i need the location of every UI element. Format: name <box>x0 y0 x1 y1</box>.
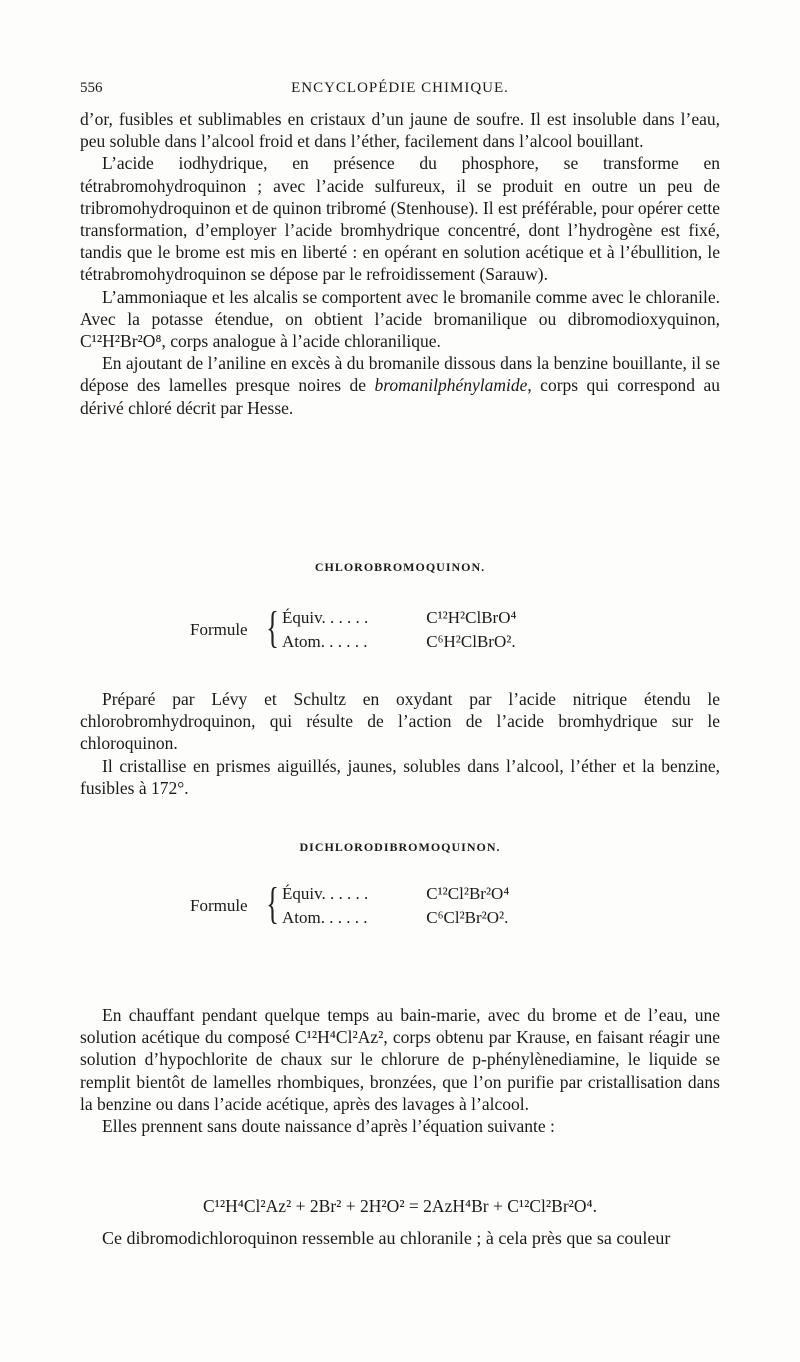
paragraph-aniline <box>80 352 720 419</box>
paragraph-text: , corps qui correspond au dérivé chloré décrit par Hesse. <box>80 375 720 418</box>
formula-row-name: Atom. . . . . . <box>282 908 368 927</box>
formula-row-value: C⁶Cl²Br²O². <box>426 908 509 927</box>
text-block-section2 <box>80 1004 720 1137</box>
formula-row-equiv <box>282 884 509 906</box>
formula-row-name: Équiv. . . . . . <box>282 608 369 627</box>
italic-term: bromanilphénylamide <box>374 375 528 396</box>
page-number: 556 <box>80 80 103 96</box>
chemical-equation: C¹²H⁴Cl²Az² + 2Br² + 2H²O² = 2AzH⁴Br + C¹²Cl²Br²O⁴. <box>202 1196 598 1216</box>
paragraph: Il cristallise en prismes aiguillés, jaunes, solubles dans l’alcool, l’éther et la benzine, fusibles à 172°. <box>80 755 720 798</box>
formula-row-value: C⁶H²ClBrO². <box>426 632 516 651</box>
paragraph-text: En ajoutant de l’aniline en excès à du bromanile dissous dans la benzine bouillante, il se dépose des lamelles presque noires de <box>80 353 720 396</box>
brace-icon: { <box>266 603 279 652</box>
text-block-section1 <box>80 688 720 799</box>
formula-row-atom <box>282 632 516 654</box>
paragraph: En chauffant pendant quelque temps au bain-marie, avec du brome et de l’eau, une solution acétique du composé C¹²H⁴Cl²Az², corps obtenu par Krause, en faisant réagir une solution d’hypochlorite de chaux sur le chlorure de p-phénylènediamine, le liquide se remplit bientôt de lamelles rhombiques, bronzées, que l’on purifie par cristallisation dans la benzine ou dans l’acide acétique, après des lavages à l’alcool. <box>80 1005 720 1114</box>
formula-block-2 <box>190 879 650 932</box>
paragraph: L’ammoniaque et les alcalis se comportent avec le bromanile comme avec le chloranile. Avec la potasse étendue, on obtient l’acide bromanilique ou dibromodioxyquinon, C¹²H²Br²O⁸, corps analogue à l’acide chloranilique. <box>80 286 720 352</box>
running-head: ENCYCLOPÉDIE CHIMIQUE. <box>291 80 509 96</box>
paragraph: Préparé par Lévy et Schultz en oxydant par l’acide nitrique étendu le chlorobromhydroquinon, qui résulte de l’action de l’acide bromhydrique sur le chloroquinon. <box>80 689 720 754</box>
brace-icon: { <box>266 879 279 928</box>
formula-row-equiv <box>282 608 516 630</box>
page-header <box>80 80 720 104</box>
section-title-dichlorodibromoquinon: DICHLORODIBROMOQUINON. <box>299 840 501 854</box>
formula-row-name: Équiv. . . . . . <box>282 884 369 903</box>
section-title-chlorobromoquinon: CHLOROBROMOQUINON. <box>314 560 486 574</box>
formula-label: Formule <box>190 896 248 915</box>
formula-label: Formule <box>190 620 248 639</box>
formula-row-name: Atom. . . . . . <box>282 632 368 651</box>
formula-row-value: C¹²Cl²Br²O⁴ <box>426 884 510 903</box>
formula-row-atom <box>282 908 508 930</box>
text-block-top <box>80 108 720 419</box>
formula-block-1 <box>190 603 650 656</box>
paragraph: d’or, fusibles et sublimables en cristaux d’un jaune de soufre. Il est insoluble dans l’eau, peu soluble dans l’alcool froid et dans l’éther, facilement dans l’alcool bouillant. <box>80 109 720 152</box>
paragraph: L’acide iodhydrique, en présence du phosphore, se transforme en tétrabromohydroquinon ; avec l’acide sulfureux, il se produit en outre un peu de tribromohydroquinon et de quinon tribromé (Stenhouse). Il est préférable, pour opérer cette transformation, d’employer l’acide bromhydrique concentré, dont l’hydrogène est fixé, tandis que le brome est mis en liberté : en opérant en solution acétique et à l’ébullition, le tétrabromohydroquinon se dépose par le refroidissement (Sarauw). <box>80 153 721 285</box>
last-line: Ce dibromodichloroquinon ressemble au chloranile ; à cela près que sa couleur <box>102 1228 671 1248</box>
formula-row-value: C¹²H²ClBrO⁴ <box>426 608 517 627</box>
paragraph: Elles prennent sans doute naissance d’après l’équation suivante : <box>102 1116 555 1137</box>
